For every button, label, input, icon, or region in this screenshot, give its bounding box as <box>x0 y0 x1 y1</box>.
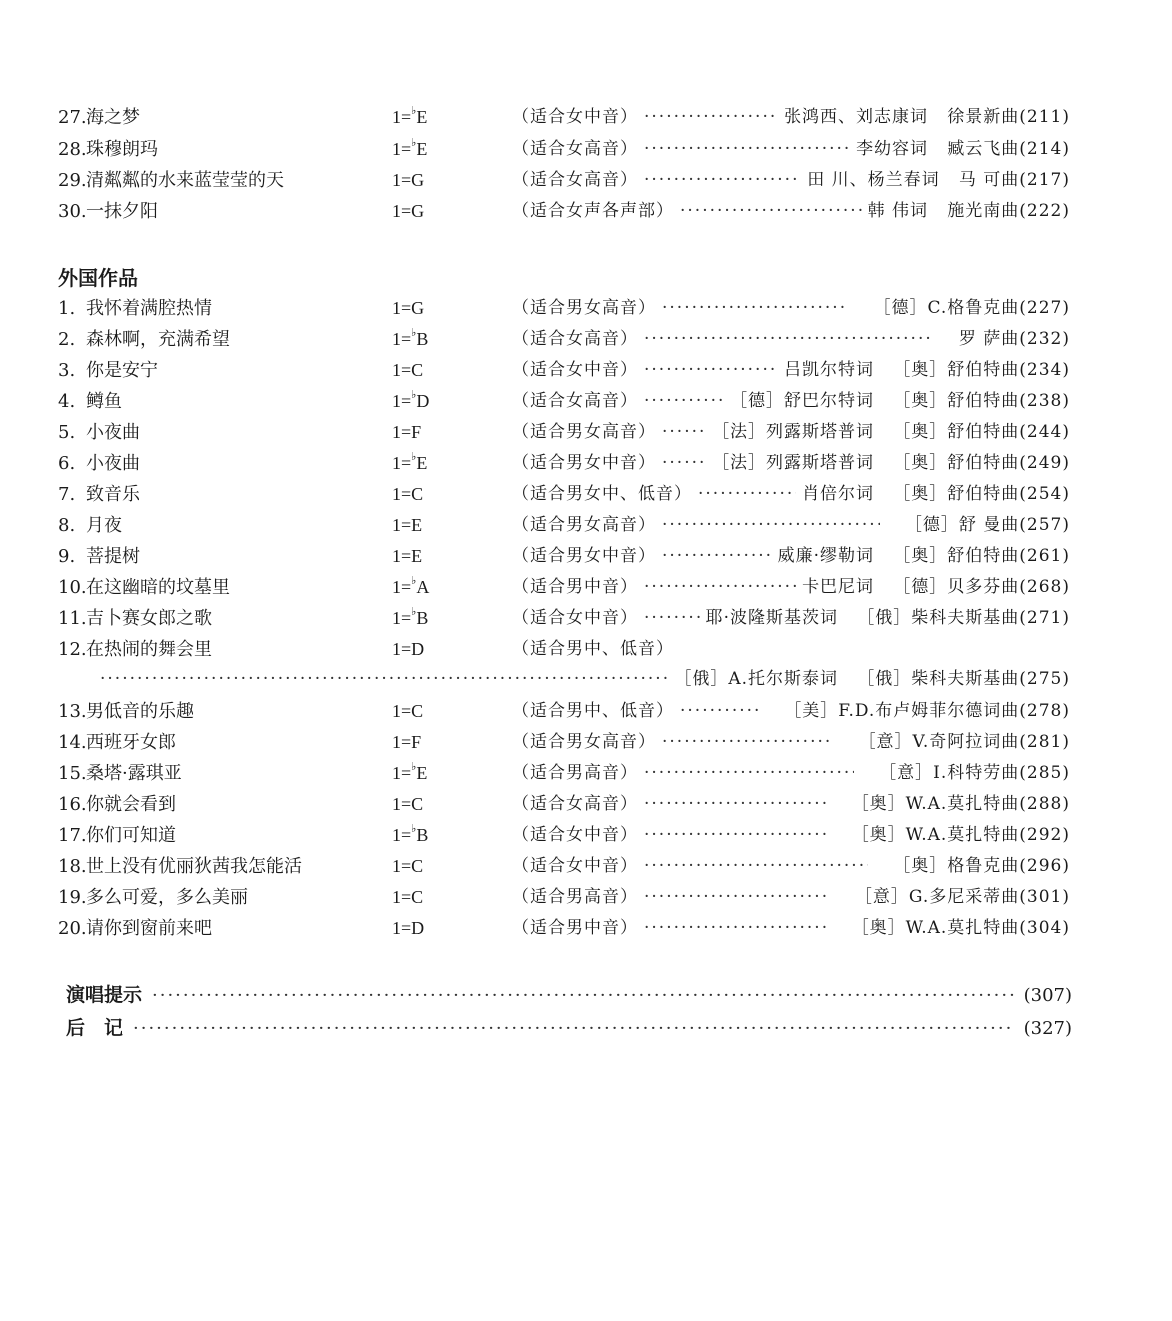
entry-number: 6. <box>58 453 76 474</box>
toc-entry <box>58 913 1070 944</box>
entry-composer: ［德］C.格鲁克曲 <box>873 298 1020 318</box>
entry-voice: （适合男中音） <box>512 918 638 938</box>
entry-key: 1=♭E <box>392 105 428 127</box>
entry-page: (281) <box>1019 732 1070 752</box>
entry-page: (304) <box>1019 918 1070 938</box>
dot-leader <box>644 102 778 133</box>
dot-leader <box>644 165 801 196</box>
entry-page: (327) <box>1023 1018 1072 1039</box>
dot-leader <box>662 417 706 448</box>
entry-number: 10. <box>58 577 87 598</box>
entry-title: 森林啊，充满希望 <box>86 329 230 350</box>
entry-key: 1=♭E <box>392 137 428 159</box>
entry-lyricist: 田 川、杨兰春词 <box>807 170 940 190</box>
toc-entry <box>58 293 1070 324</box>
entry-page: (222) <box>1019 201 1070 221</box>
dot-leader <box>680 696 759 727</box>
entry-lyricist: 威廉·缪勒词 <box>777 546 875 566</box>
entry-key: 1=G <box>392 201 425 221</box>
entry-composer: ［德］贝多芬曲 <box>893 577 1020 597</box>
entry-voice: （适合男中、低音） <box>512 639 674 659</box>
entry-number: 8. <box>58 515 76 536</box>
entry-composer: ［奥］舒伯特曲 <box>893 360 1020 380</box>
entry-lyricist: 韩 伟词 <box>867 201 929 221</box>
entry-page: (261) <box>1019 546 1070 566</box>
entry-number: 29. <box>58 170 87 191</box>
dot-leader <box>152 980 1014 1012</box>
entry-title: 鳟鱼 <box>86 391 122 412</box>
entry-composer: 施光南曲 <box>947 201 1020 221</box>
entry-number: 17. <box>58 825 87 846</box>
entry-key: 1=C <box>392 856 424 876</box>
flat-sign: ♭ <box>411 451 417 463</box>
entry-lyricist: 肖倍尔词 <box>802 484 875 504</box>
entry-number: 18. <box>58 856 87 877</box>
entry-page: (296) <box>1019 856 1070 876</box>
flat-sign: ♭ <box>411 761 417 773</box>
entry-key: 1=G <box>392 298 425 318</box>
entry-page: (271) <box>1019 608 1070 628</box>
entry-12-continuation <box>100 664 1070 695</box>
entry-composer: ［奥］W.A.莫扎特曲 <box>851 794 1020 814</box>
entry-number: 3. <box>58 360 76 381</box>
toc-entry <box>58 572 1070 603</box>
toc-entry <box>58 758 1070 789</box>
entry-key: 1=E <box>392 546 423 566</box>
dot-leader <box>644 572 796 603</box>
entry-key: 1=C <box>392 360 424 380</box>
dot-leader <box>644 820 826 851</box>
entry-key: 1=D <box>392 918 425 938</box>
entry-voice: （适合男中、低音） <box>512 701 674 721</box>
flat-sign: ♭ <box>411 823 417 835</box>
entry-page: (285) <box>1019 763 1070 783</box>
entry-voice: （适合男高音） <box>512 887 638 907</box>
entry-key: 1=♭A <box>392 575 430 597</box>
entry-title: 月夜 <box>86 515 122 536</box>
dot-leader <box>662 448 706 479</box>
entry-page: (257) <box>1019 515 1070 535</box>
entry-number: 1. <box>58 298 76 319</box>
entry-title: 在这幽暗的坟墓里 <box>86 577 230 598</box>
entry-lyricist: 耶·波隆斯基茨词 <box>705 608 839 628</box>
entry-voice: （适合女声各声部） <box>512 201 674 221</box>
entry-lyricist: ［法］列露斯塔普词 <box>712 422 875 442</box>
dot-leader <box>644 386 724 417</box>
toc-entry <box>58 510 1070 541</box>
entry-composer: 徐景新曲 <box>947 107 1020 127</box>
dot-leader <box>662 293 848 324</box>
flat-sign: ♭ <box>411 327 417 339</box>
dot-leader <box>133 1013 1014 1045</box>
entry-voice: （适合男女高音） <box>512 422 656 442</box>
entry-key: 1=C <box>392 484 424 504</box>
dot-leader <box>644 913 826 944</box>
entry-lyricist: 李幼容词 <box>856 139 929 159</box>
entry-key: 1=♭E <box>392 761 428 783</box>
entry-key: 1=E <box>392 515 423 535</box>
flat-sign: ♭ <box>411 575 417 587</box>
entry-composer: ［意］I.科特劳曲 <box>879 763 1020 783</box>
entry-key: 1=♭E <box>392 451 428 473</box>
entry-key: 1=♭B <box>392 606 429 628</box>
dot-leader <box>644 324 934 355</box>
entry-voice: （适合女高音） <box>512 170 638 190</box>
toc-entry <box>58 448 1070 479</box>
entry-page: (307) <box>1023 985 1072 1006</box>
entry-title: 演唱提示 <box>66 984 143 1006</box>
section-heading-foreign-works: 外国作品 <box>58 266 138 290</box>
entry-number: 30. <box>58 201 87 222</box>
entry-key: 1=F <box>392 732 422 752</box>
entry-number: 5. <box>58 422 76 443</box>
entry-key: 1=D <box>392 639 425 659</box>
entry-composer: ［奥］格鲁克曲 <box>893 856 1020 876</box>
entry-title: 珠穆朗玛 <box>86 139 158 160</box>
toc-entry <box>58 355 1070 386</box>
entry-voice: （适合男高音） <box>512 763 638 783</box>
entry-composer: ［奥］W.A.莫扎特曲 <box>851 825 1020 845</box>
entry-voice: （适合女高音） <box>512 391 638 411</box>
entry-composer: ［意］V.奇阿拉词曲 <box>858 732 1020 752</box>
entry-title: 我怀着满腔热情 <box>86 298 212 319</box>
entry-composer: ［美］F.D.布卢姆菲尔德词曲 <box>784 701 1020 721</box>
entry-composer: ［奥］舒伯特曲 <box>893 422 1020 442</box>
entry-number: 11. <box>58 608 87 629</box>
entry-composer: ［奥］舒伯特曲 <box>893 453 1020 473</box>
entry-page: (288) <box>1019 794 1070 814</box>
entry-number: 12. <box>58 639 87 660</box>
entry-title: 男低音的乐趣 <box>86 701 194 722</box>
entry-page: (232) <box>1019 329 1070 349</box>
entry-lyricist: ［俄］A.托尔斯泰词 <box>674 669 839 689</box>
entry-composer: ［奥］舒伯特曲 <box>893 546 1020 566</box>
entry-page: (275) <box>1019 669 1070 689</box>
entry-voice: （适合女高音） <box>512 329 638 349</box>
dot-leader <box>662 510 880 541</box>
toc-entry <box>58 851 1070 882</box>
entry-composer: 臧云飞曲 <box>947 139 1020 159</box>
entry-number: 20. <box>58 918 87 939</box>
entry-voice: （适合女中音） <box>512 825 638 845</box>
entry-page: (227) <box>1019 298 1070 318</box>
toc-entry-singing-tips <box>66 979 1072 1011</box>
entry-page: (214) <box>1019 139 1070 159</box>
entry-voice: （适合男女高音） <box>512 732 656 752</box>
dot-leader <box>644 355 778 386</box>
entry-voice: （适合男中音） <box>512 577 638 597</box>
toc-entry <box>58 324 1070 355</box>
entry-page: (217) <box>1019 170 1070 190</box>
dot-leader <box>662 541 772 572</box>
dot-leader <box>644 789 826 820</box>
entry-lyricist: ［德］舒巴尔特词 <box>730 391 875 411</box>
toc-entry <box>58 479 1070 510</box>
entry-page: (254) <box>1019 484 1070 504</box>
entry-voice: （适合男女中音） <box>512 546 656 566</box>
entry-lyricist: 卡巴尼词 <box>802 577 875 597</box>
entry-title: 吉卜赛女郎之歌 <box>86 608 212 629</box>
toc-entry <box>58 134 1070 165</box>
entry-key: 1=♭D <box>392 389 430 411</box>
dot-leader <box>644 758 854 789</box>
entry-composer: ［奥］W.A.莫扎特曲 <box>851 918 1020 938</box>
toc-entry <box>58 882 1070 913</box>
entry-composer: ［意］G.多尼采蒂曲 <box>854 887 1020 907</box>
dot-leader <box>644 851 868 882</box>
entry-voice: （适合男女中、低音） <box>512 484 692 504</box>
entry-title: 一抹夕阳 <box>86 201 158 222</box>
entry-key: 1=C <box>392 701 424 721</box>
entry-title: 桑塔·露琪亚 <box>86 763 182 784</box>
dot-leader <box>100 664 668 695</box>
entry-title: 你是安宁 <box>86 360 158 381</box>
toc-entry <box>58 696 1070 727</box>
entry-voice: （适合男女高音） <box>512 515 656 535</box>
entry-number: 7. <box>58 484 76 505</box>
entry-key: 1=C <box>392 887 424 907</box>
toc-entry <box>58 603 1070 634</box>
entry-key: 1=F <box>392 422 422 442</box>
entry-composer: 马 可曲 <box>958 170 1020 190</box>
dot-leader <box>680 196 862 227</box>
entry-lyricist: 张鸿西、刘志康词 <box>784 107 929 127</box>
entry-lyricist: 吕凯尔特词 <box>784 360 875 380</box>
entry-title: 小夜曲 <box>86 422 140 443</box>
entry-number: 28. <box>58 139 87 160</box>
toc-entry <box>58 820 1070 851</box>
entry-title: 多么可爱，多么美丽 <box>86 887 248 908</box>
entry-composer: ［俄］柴科夫斯基曲 <box>857 608 1020 628</box>
entry-voice: （适合男女中音） <box>512 453 656 473</box>
toc-entry <box>58 634 1070 665</box>
entry-title: 你就会看到 <box>86 794 176 815</box>
entry-page: (244) <box>1019 422 1070 442</box>
toc-entry <box>58 789 1070 820</box>
entry-lyricist: ［法］列露斯塔普词 <box>712 453 875 473</box>
entry-page: (301) <box>1019 887 1070 907</box>
entry-title: 清粼粼的水来蓝莹莹的天 <box>86 170 284 191</box>
entry-key: 1=G <box>392 170 425 190</box>
toc-entry <box>58 727 1070 758</box>
entry-title: 小夜曲 <box>86 453 140 474</box>
entry-number: 14. <box>58 732 87 753</box>
entry-number: 9. <box>58 546 76 567</box>
entry-composer: 罗 萨曲 <box>958 329 1020 349</box>
entry-title: 你们可知道 <box>86 825 176 846</box>
entry-composer: ［德］舒 曼曲 <box>904 515 1020 535</box>
entry-page: (268) <box>1019 577 1070 597</box>
dot-leader <box>698 479 796 510</box>
toc-entry <box>58 102 1070 133</box>
entry-page: (292) <box>1019 825 1070 845</box>
entry-voice: （适合女高音） <box>512 794 638 814</box>
entry-number: 13. <box>58 701 87 722</box>
entry-page: (211) <box>1019 107 1070 127</box>
entry-title: 菩提树 <box>86 546 140 567</box>
entry-number: 2. <box>58 329 76 350</box>
entry-voice: （适合女中音） <box>512 360 638 380</box>
entry-page: (238) <box>1019 391 1070 411</box>
entry-title: 西班牙女郎 <box>86 732 176 753</box>
flat-sign: ♭ <box>411 105 417 117</box>
entry-voice: （适合女中音） <box>512 107 638 127</box>
entry-voice: （适合女中音） <box>512 856 638 876</box>
toc-entry <box>58 541 1070 572</box>
toc-entry-afterword <box>66 1012 1072 1044</box>
dot-leader <box>644 603 700 634</box>
entry-title: 在热闹的舞会里 <box>86 639 212 660</box>
flat-sign: ♭ <box>411 137 417 149</box>
toc-entry <box>58 165 1070 196</box>
entry-page: (278) <box>1019 701 1070 721</box>
entry-composer: ［奥］舒伯特曲 <box>893 391 1020 411</box>
entry-composer: ［俄］柴科夫斯基曲 <box>857 669 1020 689</box>
entry-voice: （适合女中音） <box>512 608 638 628</box>
entry-title: 后 记 <box>66 1017 124 1039</box>
toc-entry <box>58 386 1070 417</box>
entry-title: 致音乐 <box>86 484 140 505</box>
entry-title: 海之梦 <box>86 107 140 128</box>
entry-number: 4. <box>58 391 76 412</box>
entry-page: (234) <box>1019 360 1070 380</box>
entry-title: 世上没有优丽狄茜我怎能活 <box>86 856 302 877</box>
entry-title: 请你到窗前来吧 <box>86 918 212 939</box>
entry-composer: ［奥］舒伯特曲 <box>893 484 1020 504</box>
flat-sign: ♭ <box>411 389 417 401</box>
toc-entry <box>58 417 1070 448</box>
entry-key: 1=♭B <box>392 327 429 349</box>
flat-sign: ♭ <box>411 606 417 618</box>
entry-page: (249) <box>1019 453 1070 473</box>
entry-number: 19. <box>58 887 87 908</box>
dot-leader <box>644 882 830 913</box>
entry-number: 16. <box>58 794 87 815</box>
dot-leader <box>662 727 833 758</box>
entry-number: 27. <box>58 107 87 128</box>
entry-number: 15. <box>58 763 87 784</box>
dot-leader <box>644 134 850 165</box>
entry-voice: （适合男女高音） <box>512 298 656 318</box>
entry-key: 1=♭B <box>392 823 429 845</box>
entry-voice: （适合女高音） <box>512 139 638 159</box>
toc-entry <box>58 196 1070 227</box>
entry-key: 1=C <box>392 794 424 814</box>
